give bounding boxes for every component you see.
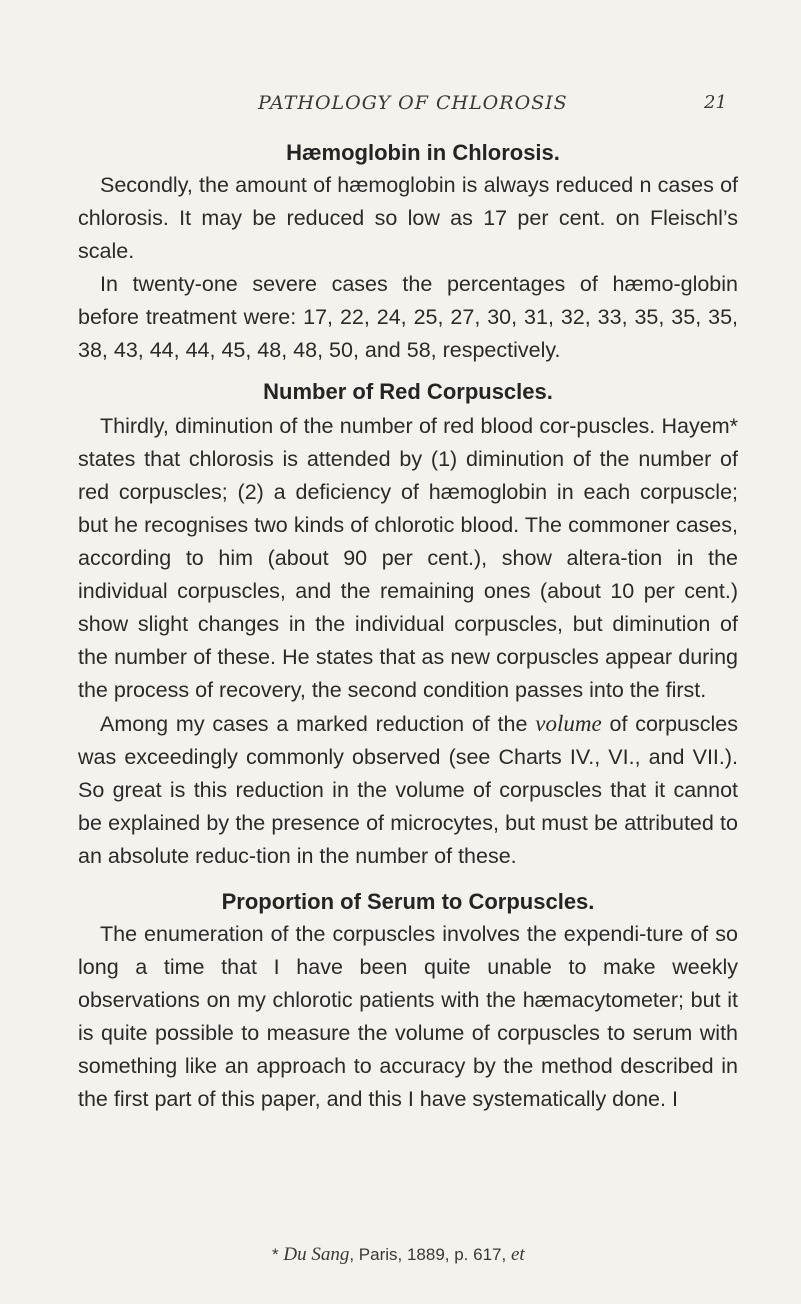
- footnote-details: , Paris, 1889, p. 617,: [349, 1245, 511, 1264]
- footnote-source: Du Sang: [283, 1244, 350, 1265]
- footnote: [272, 1244, 525, 1266]
- section-heading-red-corpuscles: Number of Red Corpuscles.: [263, 379, 553, 404]
- running-title: PATHOLOGY OF CHLOROSIS: [258, 92, 568, 114]
- page-number: 21: [704, 92, 727, 113]
- paragraph-haemoglobin-reduced: Secondly, the amount of hæmoglobin is always reduced n cases of chlorosis. It may be reduced so low as 17 per cent. on Fleischl’s scale.: [78, 173, 738, 263]
- volume-italic-word: volume: [535, 711, 602, 736]
- section-heading-haemoglobin: Hæmoglobin in Chlorosis.: [286, 140, 560, 165]
- section-heading-serum: Proportion of Serum to Corpuscles.: [221, 889, 595, 914]
- volume-text-after: of corpuscles was exceedingly commonly observed (see Charts IV., VI., and VII.). So great is this reduction in the volume of corpuscles that it cannot be explained by the presence of microcytes, but must be attributed to an absolute reduc-tion in the number of these.: [78, 712, 738, 868]
- paragraph-haemoglobin-percentages: In twenty-one severe cases the percentages of hæmo-globin before treatment were: 17, 22, 24, 25, 27, 30, 31, 32, 33, 35, 35, 35, 38, 43, 44, 44, 45, 48, 48, 50, and 58, respectively.: [78, 272, 738, 362]
- paragraph-serum: The enumeration of the corpuscles involves the expendi-ture of so long a time that I have been quite unable to make weekly observations on my chlorotic patients with the hæmacytometer; but it is quite possible to measure the volume of corpuscles to serum with something like an approach to accuracy by the method described in the first part of this paper, and this I have systematically done. I: [78, 922, 738, 1111]
- volume-text-before: Among my cases a marked reduction of the: [100, 712, 536, 736]
- paragraph-volume-reduction: [78, 707, 738, 873]
- footnote-et: et: [510, 1244, 525, 1265]
- footnote-marker: *: [272, 1245, 284, 1264]
- page-body: [78, 136, 738, 1116]
- paragraph-hayem: Thirdly, diminution of the number of red blood cor-puscles. Hayem* states that chlorosis is attended by (1) diminution of the number of red corpuscles; (2) a deficiency of hæmoglobin in each corpuscle; but he recognises two kinds of chlorotic blood. The commoner cases, according to him (about 90 per cent.), show altera-tion in the individual corpuscles, and the remaining ones (about 10 per cent.) show slight changes in the individual corpuscles, but diminution of the number of these. He states that as new corpuscles appear during the process of recovery, the second condition passes into the first.: [78, 414, 738, 702]
- running-head: [0, 92, 801, 126]
